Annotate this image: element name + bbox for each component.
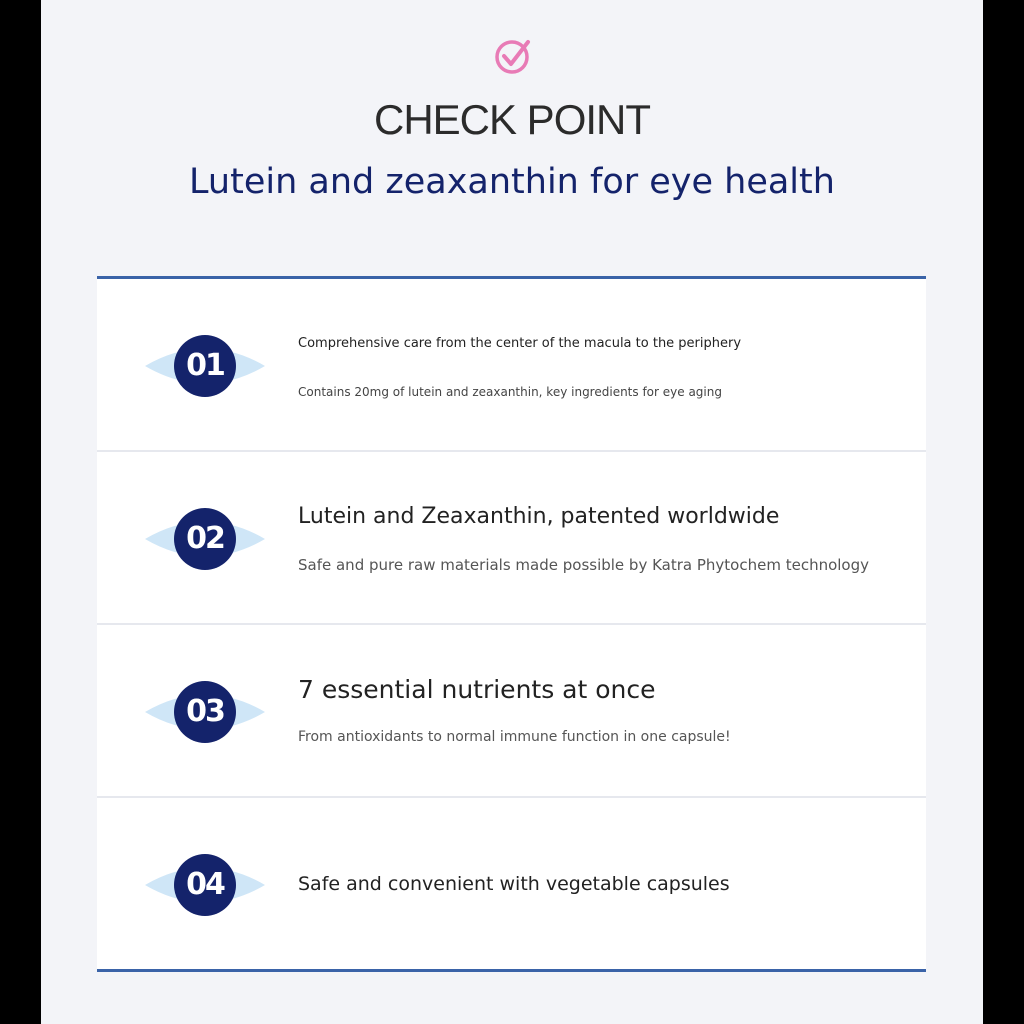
number-badge <box>145 504 265 574</box>
item-number: 04 <box>174 854 236 916</box>
item-heading: Safe and convenient with vegetable capsules <box>298 873 730 895</box>
page-title: CHECK POINT <box>373 96 651 143</box>
item-description: From antioxidants to normal immune function in one capsule! <box>298 729 731 745</box>
item-description: Safe and pure raw materials made possible by Katra Phytochem technology <box>298 556 870 574</box>
list-item <box>97 452 926 625</box>
list-item <box>97 279 926 452</box>
item-number: 01 <box>174 335 236 397</box>
item-description: Contains 20mg of lutein and zeaxanthin, key ingredients for eye aging <box>298 385 722 399</box>
check-circle-icon <box>493 36 533 76</box>
item-number: 03 <box>174 681 236 743</box>
list-item <box>97 625 926 798</box>
item-heading: Comprehensive care from the center of the macula to the periphery <box>298 336 742 351</box>
list-item <box>97 798 926 971</box>
number-badge <box>145 331 265 401</box>
item-number: 02 <box>174 508 236 570</box>
page <box>41 0 983 1024</box>
item-heading: Lutein and Zeaxanthin, patented worldwide <box>298 504 780 529</box>
number-badge <box>145 677 265 747</box>
checkpoint-list <box>97 276 926 972</box>
page-subtitle: Lutein and zeaxanthin for eye health <box>189 162 835 202</box>
item-heading: 7 essential nutrients at once <box>298 675 656 704</box>
number-badge <box>145 850 265 920</box>
